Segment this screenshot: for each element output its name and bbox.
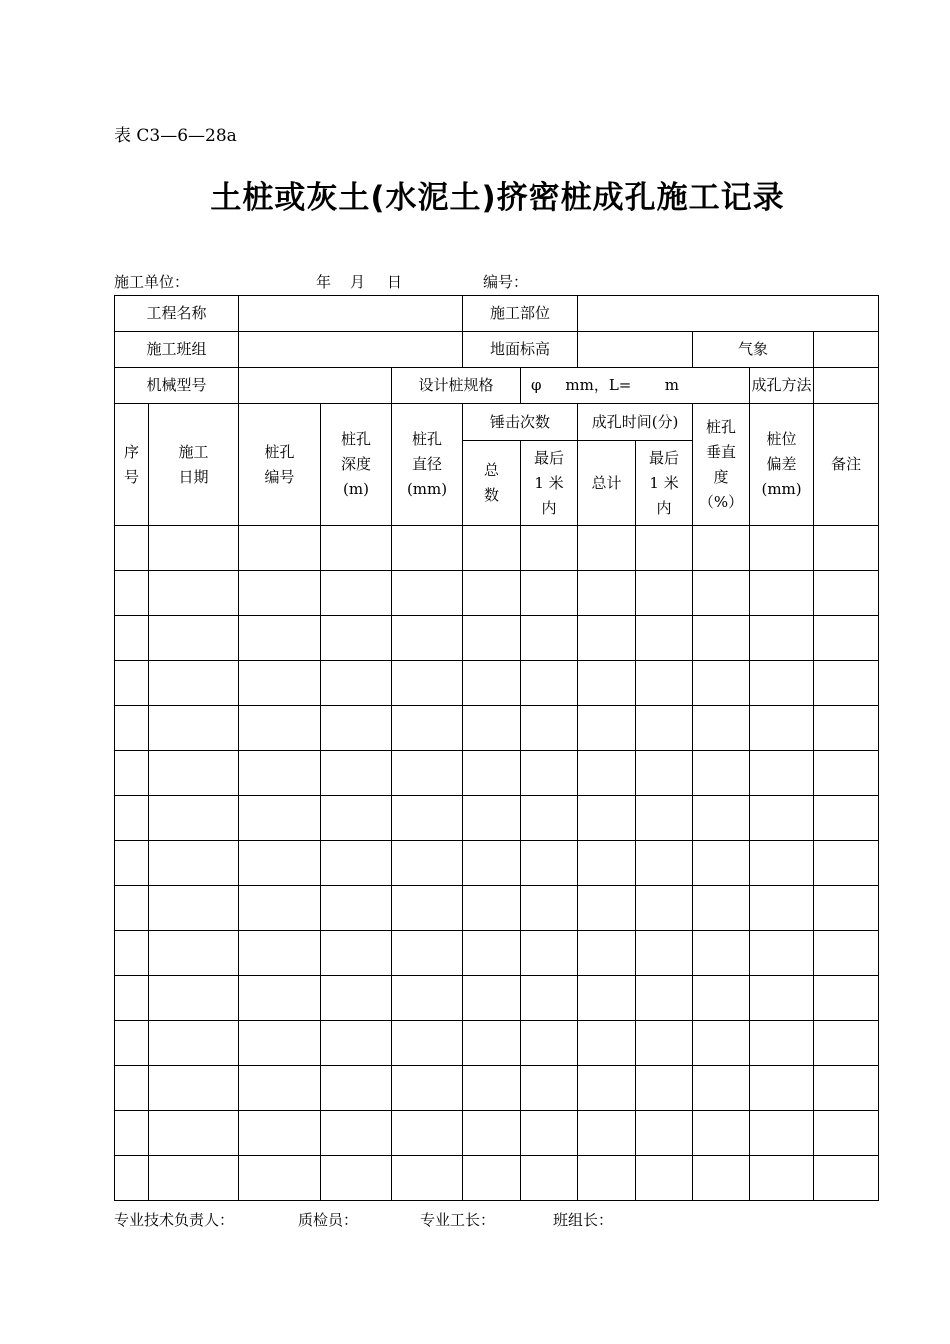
team-leader-label: 班组长：: [553, 1211, 614, 1229]
weather-field[interactable]: [814, 332, 879, 368]
team-field[interactable]: [239, 332, 463, 368]
table-cell[interactable]: [578, 1021, 636, 1066]
table-row: [115, 931, 879, 976]
col-date: 施工 日期: [149, 404, 239, 526]
col-diameter: 桩孔 直径 (mm): [392, 404, 463, 526]
table-cell[interactable]: [239, 1111, 321, 1156]
table-cell[interactable]: [239, 886, 321, 931]
table-cell[interactable]: [814, 931, 879, 976]
table-cell[interactable]: [115, 751, 149, 796]
table-cell[interactable]: [814, 886, 879, 931]
table-cell[interactable]: [578, 841, 636, 886]
table-cell[interactable]: [149, 841, 239, 886]
table-cell[interactable]: [321, 751, 392, 796]
year-label: 年: [316, 273, 332, 291]
form-code: 表 C3—6—28a: [114, 126, 237, 146]
table-cell[interactable]: [814, 661, 879, 706]
table-cell[interactable]: [115, 1111, 149, 1156]
table-cell[interactable]: [149, 571, 239, 616]
table-cell[interactable]: [521, 841, 578, 886]
project-name-field[interactable]: [239, 296, 463, 332]
ground-level-field[interactable]: [578, 332, 693, 368]
table-cell[interactable]: [239, 661, 321, 706]
table-row: [115, 526, 879, 571]
table-cell[interactable]: [115, 1021, 149, 1066]
table-cell[interactable]: [750, 841, 814, 886]
col-hole-no: 桩孔 编号: [239, 404, 321, 526]
table-cell[interactable]: [693, 1156, 750, 1201]
table-cell[interactable]: [463, 616, 521, 661]
team-label: 施工班组: [115, 332, 239, 368]
table-cell[interactable]: [115, 661, 149, 706]
construction-part-label: 施工部位: [463, 296, 578, 332]
table-cell[interactable]: [463, 796, 521, 841]
table-cell[interactable]: [321, 661, 392, 706]
table-cell[interactable]: [750, 616, 814, 661]
table-cell[interactable]: [149, 1021, 239, 1066]
table-cell[interactable]: [636, 1021, 693, 1066]
table-cell[interactable]: [321, 976, 392, 1021]
table-cell[interactable]: [239, 841, 321, 886]
header-row-1: [115, 296, 879, 332]
col-hammer-last: 最后 1 米 内: [521, 441, 578, 526]
table-cell[interactable]: [392, 616, 463, 661]
table-cell[interactable]: [392, 706, 463, 751]
table-cell[interactable]: [521, 571, 578, 616]
table-cell[interactable]: [392, 751, 463, 796]
table-cell[interactable]: [750, 976, 814, 1021]
table-cell[interactable]: [239, 976, 321, 1021]
table-cell[interactable]: [814, 1066, 879, 1111]
table-cell[interactable]: [521, 931, 578, 976]
table-cell[interactable]: [693, 796, 750, 841]
table-cell[interactable]: [636, 616, 693, 661]
table-cell[interactable]: [149, 1066, 239, 1111]
table-cell[interactable]: [636, 1066, 693, 1111]
table-cell[interactable]: [115, 1156, 149, 1201]
table-cell[interactable]: [321, 931, 392, 976]
table-cell[interactable]: [521, 1021, 578, 1066]
construction-part-field[interactable]: [578, 296, 879, 332]
table-cell[interactable]: [321, 526, 392, 571]
hole-method-field[interactable]: [814, 368, 879, 404]
table-cell[interactable]: [463, 841, 521, 886]
table-row: [115, 751, 879, 796]
table-cell[interactable]: [578, 976, 636, 1021]
table-cell[interactable]: [239, 1156, 321, 1201]
table-row: [115, 1111, 879, 1156]
table-cell[interactable]: [636, 706, 693, 751]
table-cell[interactable]: [636, 571, 693, 616]
table-cell[interactable]: [636, 886, 693, 931]
table-cell[interactable]: [115, 616, 149, 661]
table-cell[interactable]: [392, 661, 463, 706]
col-seq: 序 号: [115, 404, 149, 526]
inspector-label: 质检员：: [298, 1211, 359, 1229]
table-cell[interactable]: [463, 1066, 521, 1111]
table-cell[interactable]: [521, 616, 578, 661]
col-hammer-total: 总 数: [463, 441, 521, 526]
table-cell[interactable]: [578, 796, 636, 841]
table-cell[interactable]: [115, 706, 149, 751]
table-cell[interactable]: [321, 616, 392, 661]
table-cell[interactable]: [392, 571, 463, 616]
table-row: [115, 661, 879, 706]
table-cell[interactable]: [321, 886, 392, 931]
table-cell[interactable]: [578, 1156, 636, 1201]
table-row: [115, 616, 879, 661]
table-cell[interactable]: [115, 976, 149, 1021]
table-cell[interactable]: [392, 796, 463, 841]
hole-method-label: 成孔方法: [750, 368, 814, 404]
table-cell[interactable]: [392, 1066, 463, 1111]
table-cell[interactable]: [392, 526, 463, 571]
table-cell[interactable]: [392, 1156, 463, 1201]
table-cell[interactable]: [693, 841, 750, 886]
table-cell[interactable]: [750, 1111, 814, 1156]
table-cell[interactable]: [239, 616, 321, 661]
header-row-2: [115, 332, 879, 368]
table-cell[interactable]: [750, 1066, 814, 1111]
table-cell[interactable]: [463, 931, 521, 976]
table-row: [115, 1156, 879, 1201]
table-row: [115, 976, 879, 1021]
table-cell[interactable]: [693, 1021, 750, 1066]
ground-level-label: 地面标高: [463, 332, 578, 368]
table-cell[interactable]: [149, 931, 239, 976]
table-cell[interactable]: [521, 886, 578, 931]
table-cell[interactable]: [392, 1021, 463, 1066]
table-cell[interactable]: [149, 976, 239, 1021]
table-cell[interactable]: [750, 886, 814, 931]
table-cell[interactable]: [321, 1111, 392, 1156]
construction-unit-label: 施工单位：: [114, 273, 190, 291]
table-cell[interactable]: [149, 706, 239, 751]
table-cell[interactable]: [693, 886, 750, 931]
table-cell[interactable]: [463, 1021, 521, 1066]
table-cell[interactable]: [392, 931, 463, 976]
table-cell[interactable]: [115, 571, 149, 616]
table-cell[interactable]: [636, 1156, 693, 1201]
table-cell[interactable]: [239, 571, 321, 616]
table-cell[interactable]: [392, 1111, 463, 1156]
table-cell[interactable]: [578, 706, 636, 751]
table-cell[interactable]: [149, 886, 239, 931]
project-name-label: 工程名称: [115, 296, 239, 332]
machine-model-label: 机械型号: [115, 368, 239, 404]
table-row: [115, 1021, 879, 1066]
table-cell[interactable]: [463, 571, 521, 616]
table-cell[interactable]: [693, 661, 750, 706]
table-cell[interactable]: [750, 571, 814, 616]
col-depth: 桩孔 深度 (m): [321, 404, 392, 526]
table-cell[interactable]: [693, 706, 750, 751]
table-cell[interactable]: [814, 841, 879, 886]
table-cell[interactable]: [463, 886, 521, 931]
table-cell[interactable]: [239, 526, 321, 571]
table-cell[interactable]: [814, 706, 879, 751]
col-hammer-group: 锤击次数: [463, 404, 578, 441]
col-time-total: 总计: [578, 441, 636, 526]
table-cell[interactable]: [578, 616, 636, 661]
table-cell[interactable]: [578, 751, 636, 796]
table-cell[interactable]: [115, 1066, 149, 1111]
table-cell[interactable]: [521, 526, 578, 571]
page-title: 土桩或灰土(水泥土)挤密桩成孔施工记录: [210, 180, 785, 216]
table-cell[interactable]: [239, 1066, 321, 1111]
table-cell[interactable]: [636, 931, 693, 976]
table-cell[interactable]: [321, 1156, 392, 1201]
table-row: [115, 796, 879, 841]
table-cell[interactable]: [149, 526, 239, 571]
design-pile-spec-field[interactable]: φ mm，L= m: [521, 368, 750, 404]
table-cell[interactable]: [521, 706, 578, 751]
table-cell[interactable]: [636, 976, 693, 1021]
table-cell[interactable]: [814, 796, 879, 841]
table-cell[interactable]: [149, 1156, 239, 1201]
table-cell[interactable]: [814, 751, 879, 796]
foreman-label: 专业工长：: [420, 1211, 496, 1229]
table-row: [115, 886, 879, 931]
table-cell[interactable]: [463, 1111, 521, 1156]
table-cell[interactable]: [636, 796, 693, 841]
table-cell[interactable]: [578, 931, 636, 976]
table-row: [115, 841, 879, 886]
table-cell[interactable]: [149, 661, 239, 706]
table-cell[interactable]: [463, 706, 521, 751]
day-label: 日: [387, 273, 403, 291]
table-cell[interactable]: [578, 571, 636, 616]
table-row: [115, 706, 879, 751]
table-cell[interactable]: [636, 661, 693, 706]
table-cell[interactable]: [463, 976, 521, 1021]
col-verticality: 桩孔 垂直 度 （%）: [693, 404, 750, 526]
table-cell[interactable]: [321, 1066, 392, 1111]
table-cell[interactable]: [463, 526, 521, 571]
table-cell[interactable]: [521, 1111, 578, 1156]
table-cell[interactable]: [521, 1066, 578, 1111]
table-cell[interactable]: [814, 976, 879, 1021]
table-cell[interactable]: [149, 1111, 239, 1156]
table-cell[interactable]: [149, 751, 239, 796]
table-cell[interactable]: [149, 616, 239, 661]
table-row: [115, 571, 879, 616]
table-cell[interactable]: [392, 841, 463, 886]
table-cell[interactable]: [321, 1021, 392, 1066]
table-cell[interactable]: [693, 616, 750, 661]
table-cell[interactable]: [636, 841, 693, 886]
table-cell[interactable]: [578, 661, 636, 706]
table-cell[interactable]: [693, 976, 750, 1021]
table-cell[interactable]: [814, 616, 879, 661]
table-cell[interactable]: [636, 1111, 693, 1156]
table-cell[interactable]: [578, 1111, 636, 1156]
table-cell[interactable]: [321, 796, 392, 841]
table-cell[interactable]: [814, 571, 879, 616]
table-cell[interactable]: [750, 661, 814, 706]
table-cell[interactable]: [239, 706, 321, 751]
table-cell[interactable]: [636, 751, 693, 796]
table-cell[interactable]: [521, 796, 578, 841]
table-cell[interactable]: [321, 706, 392, 751]
table-cell[interactable]: [115, 931, 149, 976]
weather-label: 气象: [693, 332, 814, 368]
header-row-3: [115, 368, 879, 404]
table-cell[interactable]: [750, 1021, 814, 1066]
table-cell[interactable]: [578, 1066, 636, 1111]
table-cell[interactable]: [578, 526, 636, 571]
table-cell[interactable]: [115, 796, 149, 841]
record-table: [114, 295, 879, 1201]
table-cell[interactable]: [693, 1066, 750, 1111]
table-cell[interactable]: [693, 931, 750, 976]
table-cell[interactable]: [392, 886, 463, 931]
table-cell[interactable]: [521, 751, 578, 796]
table-cell[interactable]: [521, 1156, 578, 1201]
col-remark: 备注: [814, 404, 879, 526]
table-cell[interactable]: [814, 1021, 879, 1066]
table-cell[interactable]: [693, 571, 750, 616]
table-cell[interactable]: [239, 1021, 321, 1066]
table-cell[interactable]: [115, 526, 149, 571]
machine-model-field[interactable]: [239, 368, 392, 404]
table-cell[interactable]: [750, 1156, 814, 1201]
table-cell[interactable]: [750, 796, 814, 841]
table-cell[interactable]: [814, 1156, 879, 1201]
table-cell[interactable]: [750, 751, 814, 796]
table-cell[interactable]: [149, 796, 239, 841]
table-row: [115, 1066, 879, 1111]
table-cell[interactable]: [750, 931, 814, 976]
table-cell[interactable]: [115, 841, 149, 886]
table-cell[interactable]: [521, 976, 578, 1021]
table-cell[interactable]: [814, 526, 879, 571]
table-cell[interactable]: [578, 886, 636, 931]
table-cell[interactable]: [693, 1111, 750, 1156]
table-cell[interactable]: [463, 661, 521, 706]
table-cell[interactable]: [321, 571, 392, 616]
table-cell[interactable]: [463, 751, 521, 796]
table-cell[interactable]: [115, 886, 149, 931]
month-label: 月: [350, 273, 366, 291]
col-deviation: 桩位 偏差 (mm): [750, 404, 814, 526]
table-cell[interactable]: [392, 976, 463, 1021]
col-time-last: 最后 1 米 内: [636, 441, 693, 526]
table-cell[interactable]: [239, 796, 321, 841]
col-time-group: 成孔时间(分): [578, 404, 693, 441]
table-cell[interactable]: [750, 706, 814, 751]
table-cell[interactable]: [814, 1111, 879, 1156]
table-cell[interactable]: [750, 526, 814, 571]
table-cell[interactable]: [521, 661, 578, 706]
table-cell[interactable]: [463, 1156, 521, 1201]
tech-lead-label: 专业技术负责人：: [114, 1211, 235, 1229]
table-cell[interactable]: [636, 526, 693, 571]
serial-number-label: 编号：: [483, 273, 529, 291]
design-pile-spec-label: 设计桩规格: [392, 368, 521, 404]
table-cell[interactable]: [321, 841, 392, 886]
column-header-row-1: [115, 404, 879, 441]
table-cell[interactable]: [239, 751, 321, 796]
table-cell[interactable]: [239, 931, 321, 976]
table-cell[interactable]: [693, 751, 750, 796]
table-cell[interactable]: [693, 526, 750, 571]
